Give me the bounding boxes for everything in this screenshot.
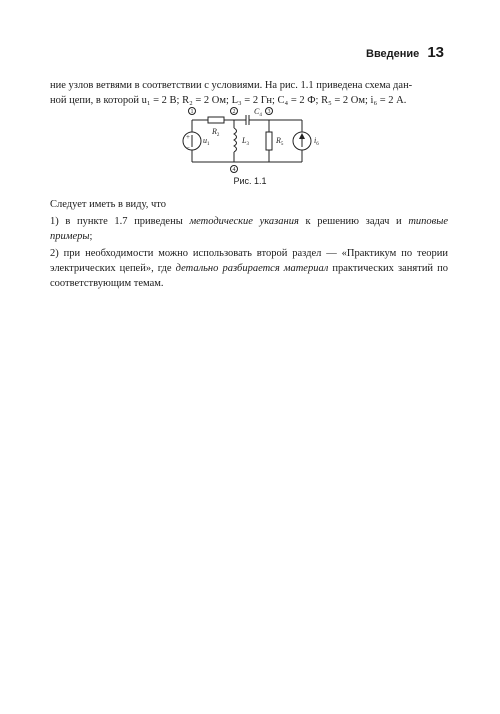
plus-sign: + [186,133,190,141]
resistor-r5 [266,132,272,150]
node-4-label: 4 [232,167,236,173]
circuit-diagram [170,107,370,173]
current-arrow-icon [299,133,305,139]
minus-sign: − [186,144,190,152]
intro-line-1: ние узлов ветвями в соответствии с условиями. На рис. 1.1 приведена схема дан- [50,80,413,91]
figure-caption: Рис. 1.1 [233,176,267,186]
item2-pre: 2) при необходимости можно использовать второй раздел — «Практикум по теории электрических цепей», где [50,248,448,274]
svg-text:R2 [211,127,220,138]
item2-post: практических занятий по соответствующим темам. [50,263,448,289]
l3-subscript: 3 [246,142,249,147]
node-1-label: 1 [190,109,194,115]
node-3-label: 3 [267,109,271,115]
u1-subscript: 1 [207,142,210,147]
r2-label: R [212,127,217,136]
body-text [50,197,448,293]
inductor-l3 [234,128,237,152]
u1-label: u [203,136,207,145]
item1-emphasis-1: методические указания [189,216,299,227]
running-header [366,44,444,61]
i6-subscript: 6 [316,142,319,147]
item2-emphasis: детально разбирается материал [175,263,329,274]
svg-text:L3 [241,136,249,147]
intro-line-2: ной цепи, в которой [50,95,142,106]
r5-label: R [276,136,281,145]
item1-post: ; [89,231,93,242]
c4-label: C [254,107,260,116]
item1-mid: к решению задач и [298,216,409,227]
svg-text:u1 [203,136,210,147]
r2-subscript: 2 [216,133,220,138]
lead-line: Следует иметь в виду, что [50,199,166,210]
i6-label: i [314,136,317,145]
l3-label: L [242,136,247,145]
list-item-2 [50,246,448,291]
svg-text:i6 [314,136,319,147]
item1-emphasis-2: типовые примеры [50,216,448,242]
r5-subscript: 5 [280,142,284,147]
node-2-label: 2 [232,109,236,115]
item1-pre: 1) в пункте 1.7 приведены [50,216,190,227]
page-number: 13 [427,44,444,61]
c4-subscript: 4 [259,113,262,118]
list-item-1 [50,214,448,244]
svg-text:R5 [275,136,284,147]
circuit-parameters: u₁ = 2 В; R₂ = 2 Ом; L₃ = 2 Гн; C₄ = 2 Ф; R₅ = 2 Ом; i₆ = 2 А. [141,95,407,106]
intro-paragraph [50,78,448,108]
resistor-r2 [208,117,224,123]
section-title: Введение [366,48,420,60]
svg-text:C4 [254,107,262,118]
